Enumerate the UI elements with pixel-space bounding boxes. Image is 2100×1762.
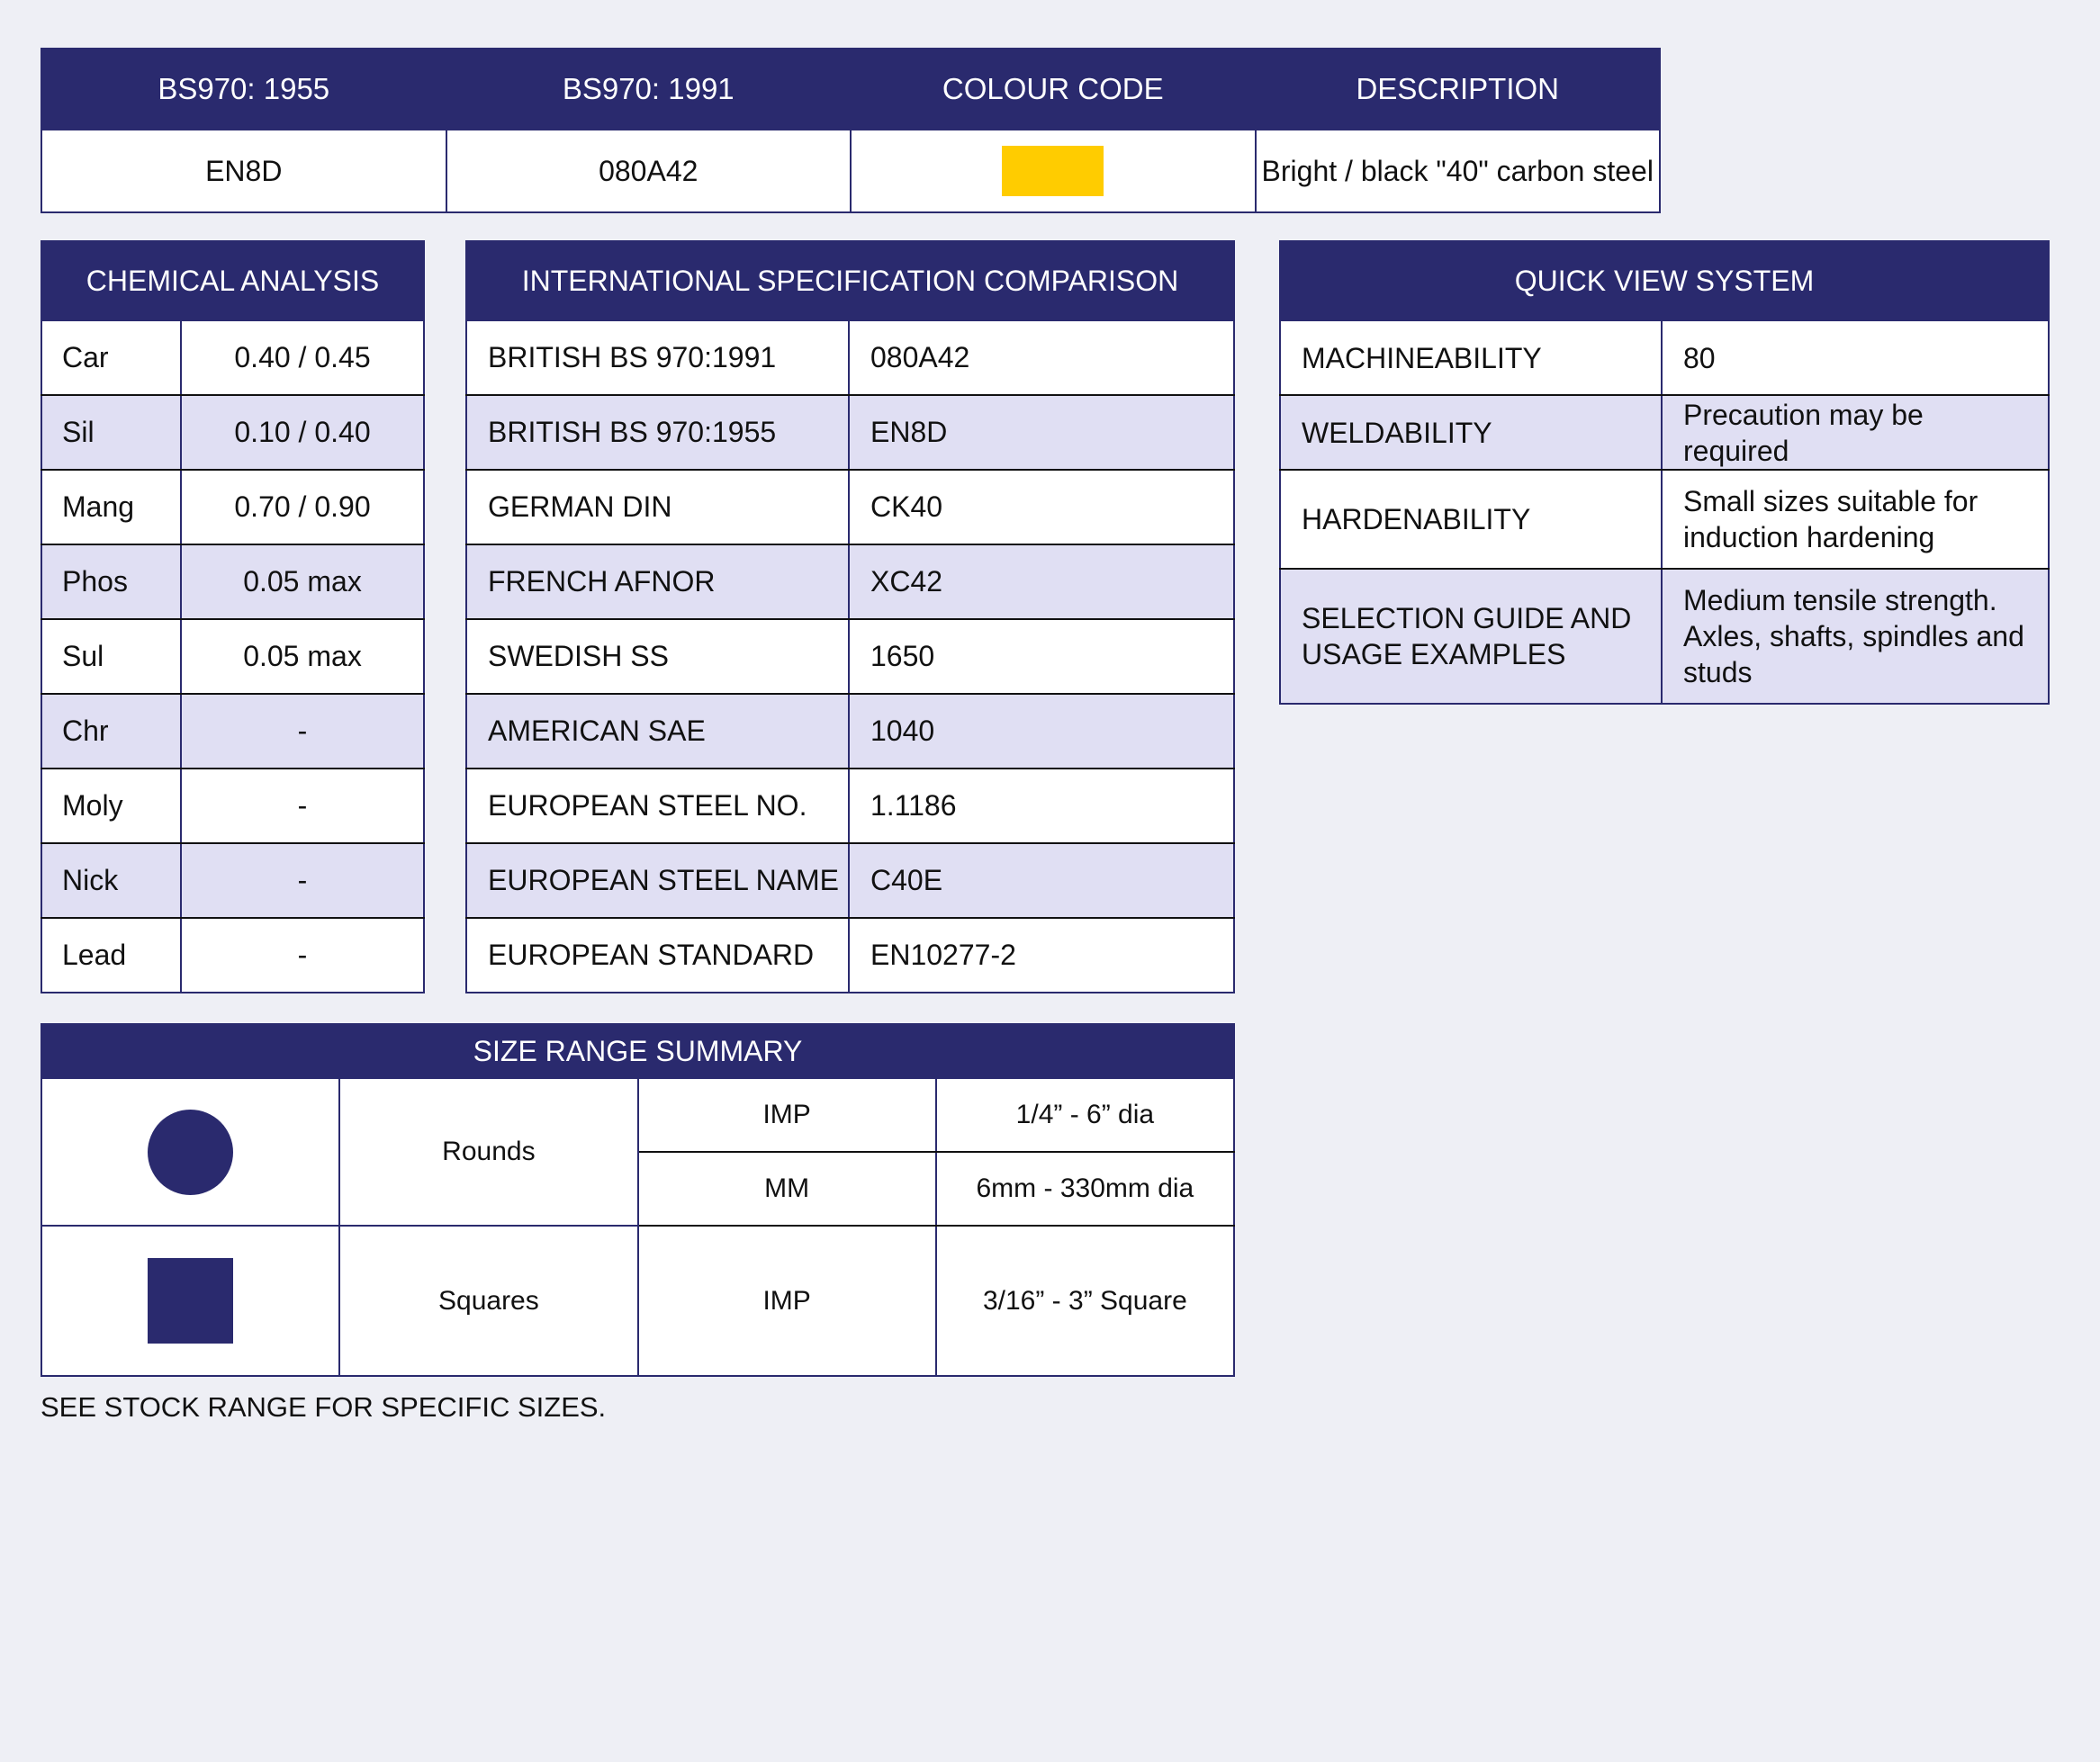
- table-row: [1280, 395, 2049, 470]
- element-value: 0.40 / 0.45: [181, 320, 424, 395]
- element-name: Phos: [41, 544, 181, 619]
- spec-value: 1.1186: [849, 769, 1234, 843]
- stock-range-footnote: SEE STOCK RANGE FOR SPECIFIC SIZES.: [41, 1391, 607, 1423]
- spec-value: C40E: [849, 843, 1234, 918]
- table-row: [41, 918, 424, 993]
- table-row: [466, 544, 1234, 619]
- table-row: [41, 619, 424, 694]
- element-value: 0.05 max: [181, 619, 424, 694]
- spec-value: 080A42: [849, 320, 1234, 395]
- grade-summary-header-row: [41, 49, 1660, 130]
- table-row: [41, 769, 424, 843]
- table-row: [466, 843, 1234, 918]
- grade-summary-table: [41, 48, 1661, 213]
- element-name: Moly: [41, 769, 181, 843]
- table-row: [466, 619, 1234, 694]
- size-range-title: SIZE RANGE SUMMARY: [41, 1024, 1234, 1078]
- table-row: [41, 1078, 1234, 1152]
- rounds-imp-unit: IMP: [638, 1078, 936, 1152]
- header-colour-code: COLOUR CODE: [851, 49, 1256, 130]
- squares-label: Squares: [339, 1226, 637, 1376]
- spec-name: EUROPEAN STANDARD: [466, 918, 849, 993]
- element-name: Nick: [41, 843, 181, 918]
- spec-name: BRITISH BS 970:1955: [466, 395, 849, 470]
- table-row: [41, 470, 424, 544]
- element-value: 0.05 max: [181, 544, 424, 619]
- rounds-mm-unit: MM: [638, 1152, 936, 1226]
- squares-shape-cell: [41, 1226, 339, 1376]
- header-description: DESCRIPTION: [1256, 49, 1661, 130]
- spec-name: GERMAN DIN: [466, 470, 849, 544]
- table-row: [41, 544, 424, 619]
- spec-name: FRENCH AFNOR: [466, 544, 849, 619]
- spec-value: 1040: [849, 694, 1234, 769]
- rounds-shape-cell: [41, 1078, 339, 1226]
- value-description: Bright / black "40" carbon steel: [1256, 130, 1661, 212]
- table-row: [466, 694, 1234, 769]
- quick-view-label: MACHINEABILITY: [1280, 320, 1662, 395]
- quick-view-value: Precaution may be required: [1662, 395, 2049, 470]
- element-value: -: [181, 694, 424, 769]
- value-bs970-1955: EN8D: [41, 130, 446, 212]
- element-value: -: [181, 769, 424, 843]
- element-value: 0.10 / 0.40: [181, 395, 424, 470]
- table-row: [466, 395, 1234, 470]
- quick-view-label: HARDENABILITY: [1280, 470, 1662, 569]
- spec-value: XC42: [849, 544, 1234, 619]
- quick-view-table: [1279, 240, 2050, 705]
- rounds-imp-range: 1/4” - 6” dia: [936, 1078, 1234, 1152]
- spec-comparison-title: INTERNATIONAL SPECIFICATION COMPARISON: [466, 241, 1234, 320]
- table-row: [41, 320, 424, 395]
- table-row: [1280, 320, 2049, 395]
- size-range-table: [41, 1023, 1235, 1377]
- table-row: [41, 843, 424, 918]
- element-name: Lead: [41, 918, 181, 993]
- spec-name: AMERICAN SAE: [466, 694, 849, 769]
- header-bs970-1955: BS970: 1955: [41, 49, 446, 130]
- colour-swatch: [1002, 146, 1104, 196]
- table-row: [466, 320, 1234, 395]
- squares-imp-range: 3/16” - 3” Square: [936, 1226, 1234, 1376]
- element-value: -: [181, 843, 424, 918]
- spec-value: EN10277-2: [849, 918, 1234, 993]
- table-row: [466, 769, 1234, 843]
- table-row: [41, 1226, 1234, 1376]
- quick-view-value: Medium tensile strength. Axles, shafts, spindles and studs: [1662, 569, 2049, 704]
- spec-name: EUROPEAN STEEL NAME: [466, 843, 849, 918]
- squares-imp-unit: IMP: [638, 1226, 936, 1376]
- rounds-label: Rounds: [339, 1078, 637, 1226]
- quick-view-label: SELECTION GUIDE AND USAGE EXAMPLES: [1280, 569, 1662, 704]
- table-row: [466, 918, 1234, 993]
- spec-name: BRITISH BS 970:1991: [466, 320, 849, 395]
- value-bs970-1991: 080A42: [446, 130, 852, 212]
- element-value: 0.70 / 0.90: [181, 470, 424, 544]
- table-row: [1280, 470, 2049, 569]
- chemical-analysis-table: [41, 240, 425, 993]
- spec-value: CK40: [849, 470, 1234, 544]
- international-spec-table: [465, 240, 1235, 993]
- table-row: [41, 395, 424, 470]
- value-colour-code: [851, 130, 1256, 212]
- element-value: -: [181, 918, 424, 993]
- spec-value: EN8D: [849, 395, 1234, 470]
- grade-summary-value-row: [41, 130, 1660, 212]
- spec-name: EUROPEAN STEEL NO.: [466, 769, 849, 843]
- circle-shape-icon: [148, 1110, 233, 1195]
- quick-view-label: WELDABILITY: [1280, 395, 1662, 470]
- rounds-mm-range: 6mm - 330mm dia: [936, 1152, 1234, 1226]
- header-bs970-1991: BS970: 1991: [446, 49, 852, 130]
- spec-value: 1650: [849, 619, 1234, 694]
- element-name: Sul: [41, 619, 181, 694]
- quick-view-value: 80: [1662, 320, 2049, 395]
- chemical-analysis-title: CHEMICAL ANALYSIS: [41, 241, 424, 320]
- element-name: Chr: [41, 694, 181, 769]
- element-name: Sil: [41, 395, 181, 470]
- element-name: Car: [41, 320, 181, 395]
- spec-name: SWEDISH SS: [466, 619, 849, 694]
- element-name: Mang: [41, 470, 181, 544]
- quick-view-title: QUICK VIEW SYSTEM: [1280, 241, 2049, 320]
- quick-view-value: Small sizes suitable for induction hardening: [1662, 470, 2049, 569]
- table-row: [1280, 569, 2049, 704]
- table-row: [466, 470, 1234, 544]
- square-shape-icon: [148, 1258, 233, 1344]
- table-row: [41, 694, 424, 769]
